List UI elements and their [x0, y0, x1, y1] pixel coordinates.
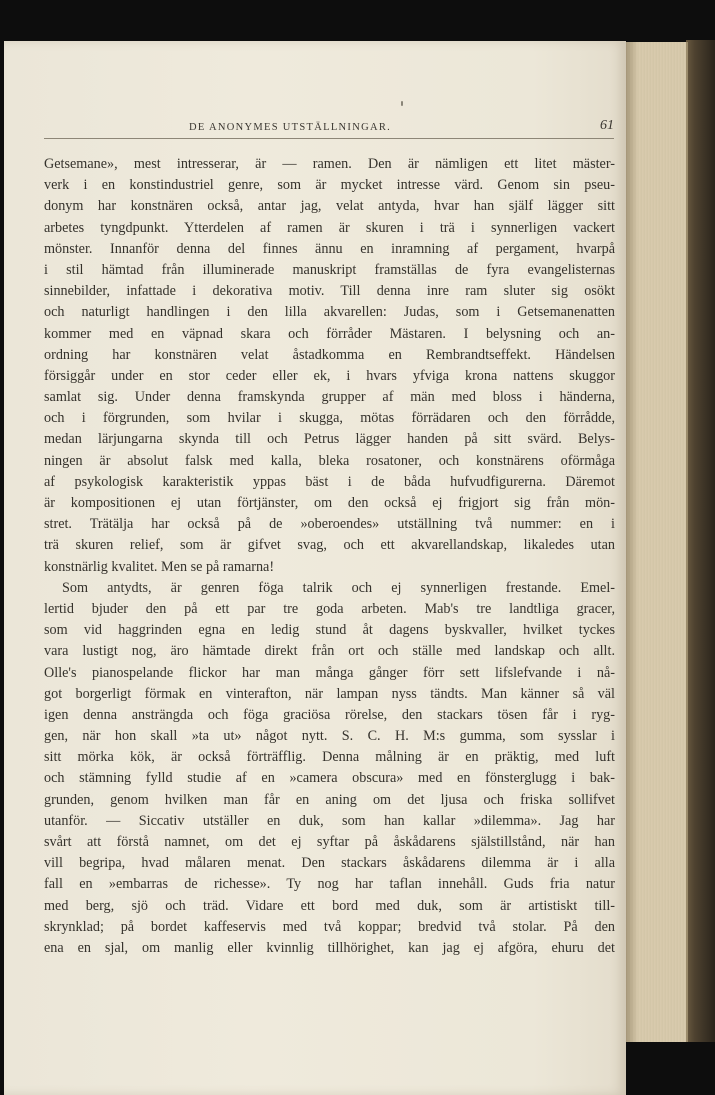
header-rule	[44, 138, 614, 139]
text-line: grunden, genom hvilken man får en aning om det ljusa och friska sollifvet	[44, 791, 615, 808]
text-line: verk i en konstindustriel genre, som är mycket intresse värd. Genom sin pseu-	[44, 177, 615, 194]
text-line: ena en sjal, om manlig eller kvinnlig tillhörighet, kan jag ej afgöra, ehuru det	[44, 939, 615, 956]
running-title: DE ANONYMES UTSTÄLLNINGAR.	[189, 122, 392, 133]
text-line: som vid haggrinden egna en ledig stund åt dagens byskvaller, hvilket tyckes	[44, 622, 615, 639]
text-line: vill begripa, hvad målaren menat. Den stackars åskådarens dilemma är i alla	[44, 855, 615, 872]
text-line: kommer med en väpnad skara och förråder Mästaren. I belysning och an-	[44, 325, 615, 342]
text-line: och naturligt handlingen i den lilla akvarellen: Judas, som i Getsemanenatten	[44, 304, 615, 321]
text-line: igen denna ansträngda och föga graciösa rörelse, den stackars tösen får i ryg-	[44, 706, 615, 723]
page-header	[44, 118, 614, 138]
text-line: fall en »embarras de richesse». Ty nog har taflan innehåll. Guds fria natur	[44, 876, 615, 893]
text-line: med berg, sjö och träd. Vidare ett bord med duk, som är artistiskt till-	[44, 897, 615, 914]
text-line: medan lärjungarna skynda till och Petrus lägger handen på sitt svärd. Belys-	[44, 431, 615, 448]
text-line: försiggår under en stor ceder eller ek, i hvars yfviga krona nattens skuggor	[44, 367, 615, 384]
text-line: ordning har konstnären velat åstadkomma en Rembrandtseffekt. Händelsen	[44, 346, 615, 363]
text-line: arbetes tyngdpunkt. Ytterdelen af ramen är skuren i trä i synnerligen vackert	[44, 219, 615, 236]
text-line: i stil hämtad från illuminerade manuskript framställas de fyra evangelisternas	[44, 261, 615, 278]
text-line: mönster. Innanför denna del finnes ännu en inramning af pergament, hvarpå	[44, 240, 615, 257]
text-line: konstnärlig kvalitet. Men se på ramarna!	[44, 558, 275, 575]
text-line: skrynklad; på bordet kaffeservis med två koppar; bredvid två stolar. På den	[44, 918, 615, 935]
text-line: lertid bjuder den på ett par tre goda arbeten. Mab's tre landtliga gracer,	[44, 600, 615, 617]
text-line: vara lustigt nog, äro hämtade direkt från ort och ställe med landskap och allt.	[44, 643, 615, 660]
paper-speck	[401, 101, 403, 106]
text-line: af psykologisk karakteristik yppas bäst i de båda hufvudfigurerna. Däremot	[44, 473, 615, 490]
text-line: samlat sig. Under denna framskynda grupper af män med bloss i händerna,	[44, 389, 615, 406]
text-line: och i förgrunden, som hvilar i skugga, mötas förrädaren och den förrådde,	[44, 410, 615, 427]
text-line: sinnebilder, infattade i dekorativa motiv. Till denna inre ram sluter sig osökt	[44, 283, 615, 300]
gutter-shadow	[626, 42, 638, 1042]
text-line: donym har konstnären också, antar jag, velat antyda, hvar han själf lägger sitt	[44, 198, 615, 215]
text-line: gen, när hon skall »ta ut» något nytt. S. C. H. M:s gumma, som sysslar i	[44, 728, 615, 745]
text-line: stret. Trätälja har också på de »oberoendes» utställning två nummer: en i	[44, 516, 615, 533]
text-line: got borgerligt förmak en vinterafton, när lampan nyss tändts. Man känner så väl	[44, 685, 615, 702]
page-number: 61	[600, 118, 614, 133]
text-line: ningen är absolut falsk med kalla, bleka rosatoner, och konstnärens oförmåga	[44, 452, 615, 469]
text-line: och stämning fylld studie af en »camera obscura» med en fönsterglugg i bak-	[44, 770, 615, 787]
text-line: sitt mörka kök, är också förträfflig. Denna målning är en präktig, med luft	[44, 749, 615, 766]
text-line: svårt att förstå namnet, om det ej syftar på åskådarens själstillstånd, när han	[44, 834, 615, 850]
text-line: Getsemane», mest intresserar, är — ramen. Den är nämligen ett litet mäster-	[44, 156, 615, 172]
text-line: är kompositionen ej utan förtjänster, om den också ej frigjort sig från mön-	[44, 495, 615, 511]
scan-corner	[626, 1042, 715, 1095]
body-text	[44, 154, 615, 959]
text-line: utanför. — Siccativ utställer en duk, som han kallar »dilemma». Jag har	[44, 812, 615, 829]
text-line: Som antydts, är genren föga talrik och ej synnerligen frestande. Emel-	[62, 579, 615, 596]
text-line: trä skuren relief, som är gifvet svag, och ett akvarellandskap, likaledes utan	[44, 537, 615, 554]
book-cover-edge	[686, 40, 715, 1050]
text-line: Olle's pianospelande flickor har man många gånger förr sett lifslefvande i nå-	[44, 664, 615, 681]
